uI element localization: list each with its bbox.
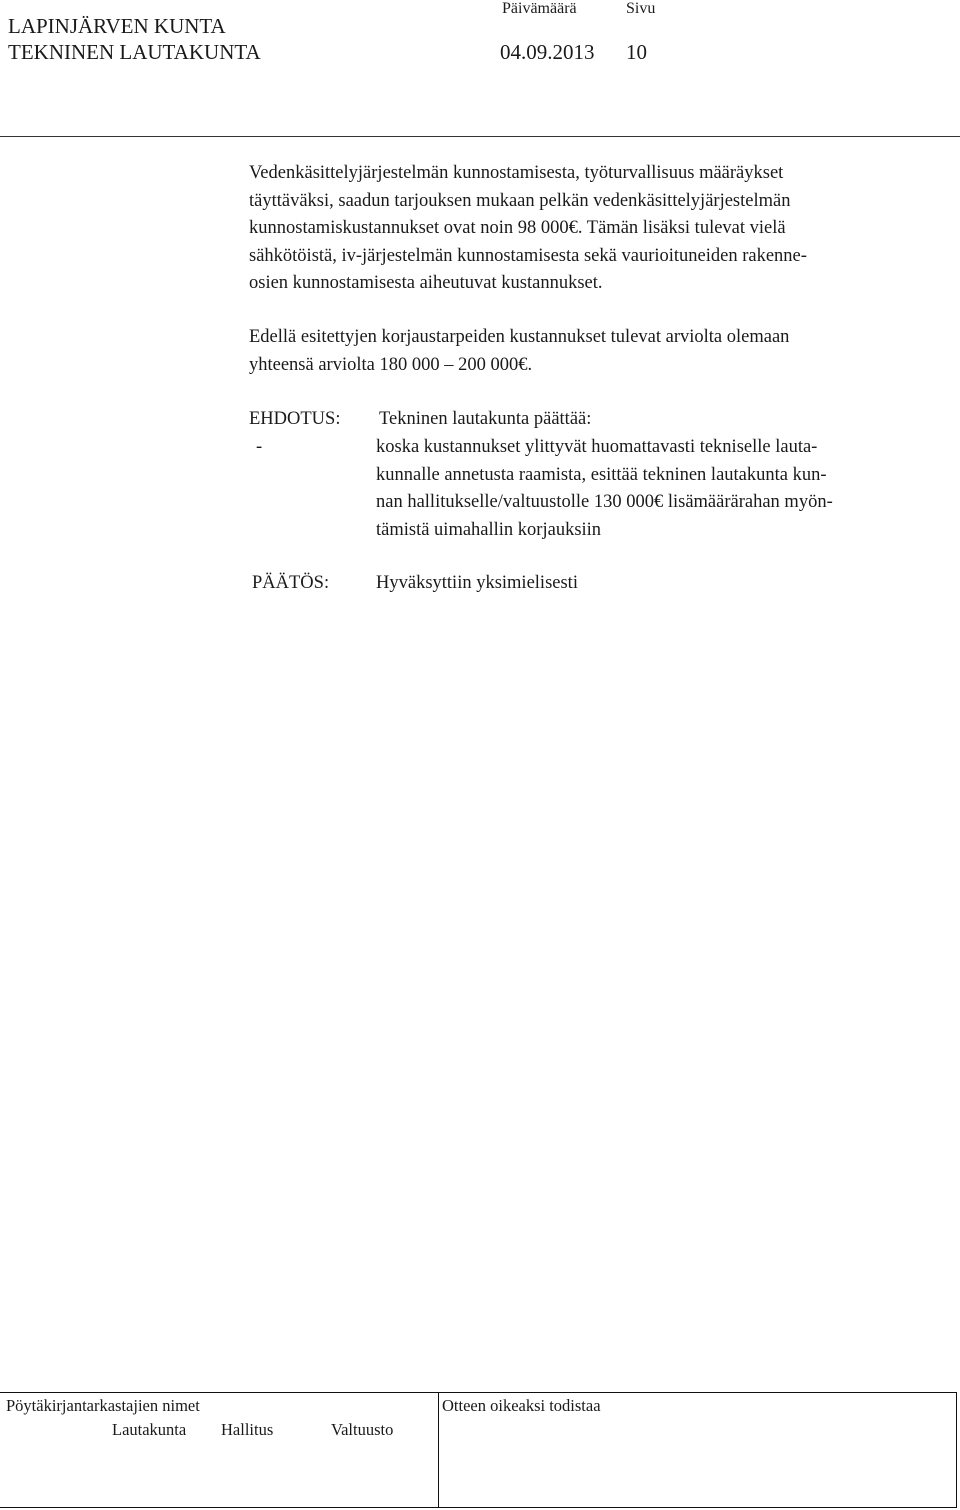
bullet-line: kunnalle annetusta raamista, esittää tekninen lautakunta kun- bbox=[376, 464, 827, 485]
paragraph-line: täyttäväksi, saadun tarjouksen mukaan pelkän vedenkäsittelyjärjestelmän bbox=[249, 190, 791, 211]
certified-label: Otteen oikeaksi todistaa bbox=[442, 1396, 601, 1415]
proposal-bullet bbox=[376, 434, 833, 544]
proposal-text: Tekninen lautakunta päättää: bbox=[379, 409, 592, 429]
date-label: Päivämäärä bbox=[502, 0, 577, 17]
paragraph-line: osien kunnostamisesta aiheutuvat kustannukset. bbox=[249, 273, 603, 293]
paragraph-line: yhteensä arviolta 180 000 – 200 000€. bbox=[249, 354, 533, 375]
organization-name: LAPINJÄRVEN KUNTA bbox=[8, 14, 226, 38]
reviewers-label: Pöytäkirjantarkastajien nimet bbox=[6, 1396, 200, 1415]
decision-text: Hyväksyttiin yksimielisesti bbox=[376, 573, 578, 593]
bullet-line: koska kustannukset ylittyvät huomattavasti tekniselle lauta- bbox=[376, 437, 818, 457]
page-label: Sivu bbox=[626, 0, 656, 17]
paragraph-total-estimate bbox=[249, 324, 949, 379]
paragraph-line: Edellä esitettyjen korjaustarpeiden kustannukset tulevat arviolta olemaan bbox=[249, 327, 790, 347]
bullet-dash: - bbox=[256, 437, 263, 457]
bullet-line: nan hallitukselle/valtuustolle 130 000€ lisämäärärahan myön- bbox=[376, 492, 833, 512]
meeting-date: 04.09.2013 bbox=[500, 40, 595, 64]
footer-lautakunta: Lautakunta bbox=[112, 1420, 187, 1439]
page-number: 10 bbox=[626, 40, 647, 64]
footer-hallitus: Hallitus bbox=[221, 1420, 274, 1439]
board-name: TEKNINEN LAUTAKUNTA bbox=[8, 40, 261, 64]
paragraph-line: Vedenkäsittelyjärjestelmän kunnostamisesta, työturvallisuus määräykset bbox=[249, 163, 784, 183]
paragraph-line: kunnostamiskustannukset ovat noin 98 000€. Tämän lisäksi tulevat vielä bbox=[249, 218, 786, 238]
footer-valtuusto: Valtuusto bbox=[331, 1420, 394, 1439]
bullet-line: tämistä uimahallin korjauksiin bbox=[376, 519, 602, 540]
paragraph-costs bbox=[249, 160, 949, 298]
decision-label: PÄÄTÖS: bbox=[252, 573, 330, 593]
header-divider bbox=[0, 136, 960, 137]
footer-divider bbox=[438, 1392, 439, 1508]
proposal-label: EHDOTUS: bbox=[249, 409, 341, 429]
paragraph-line: sähkötöistä, iv-järjestelmän kunnostamisesta sekä vaurioituneiden rakenne- bbox=[249, 245, 807, 266]
